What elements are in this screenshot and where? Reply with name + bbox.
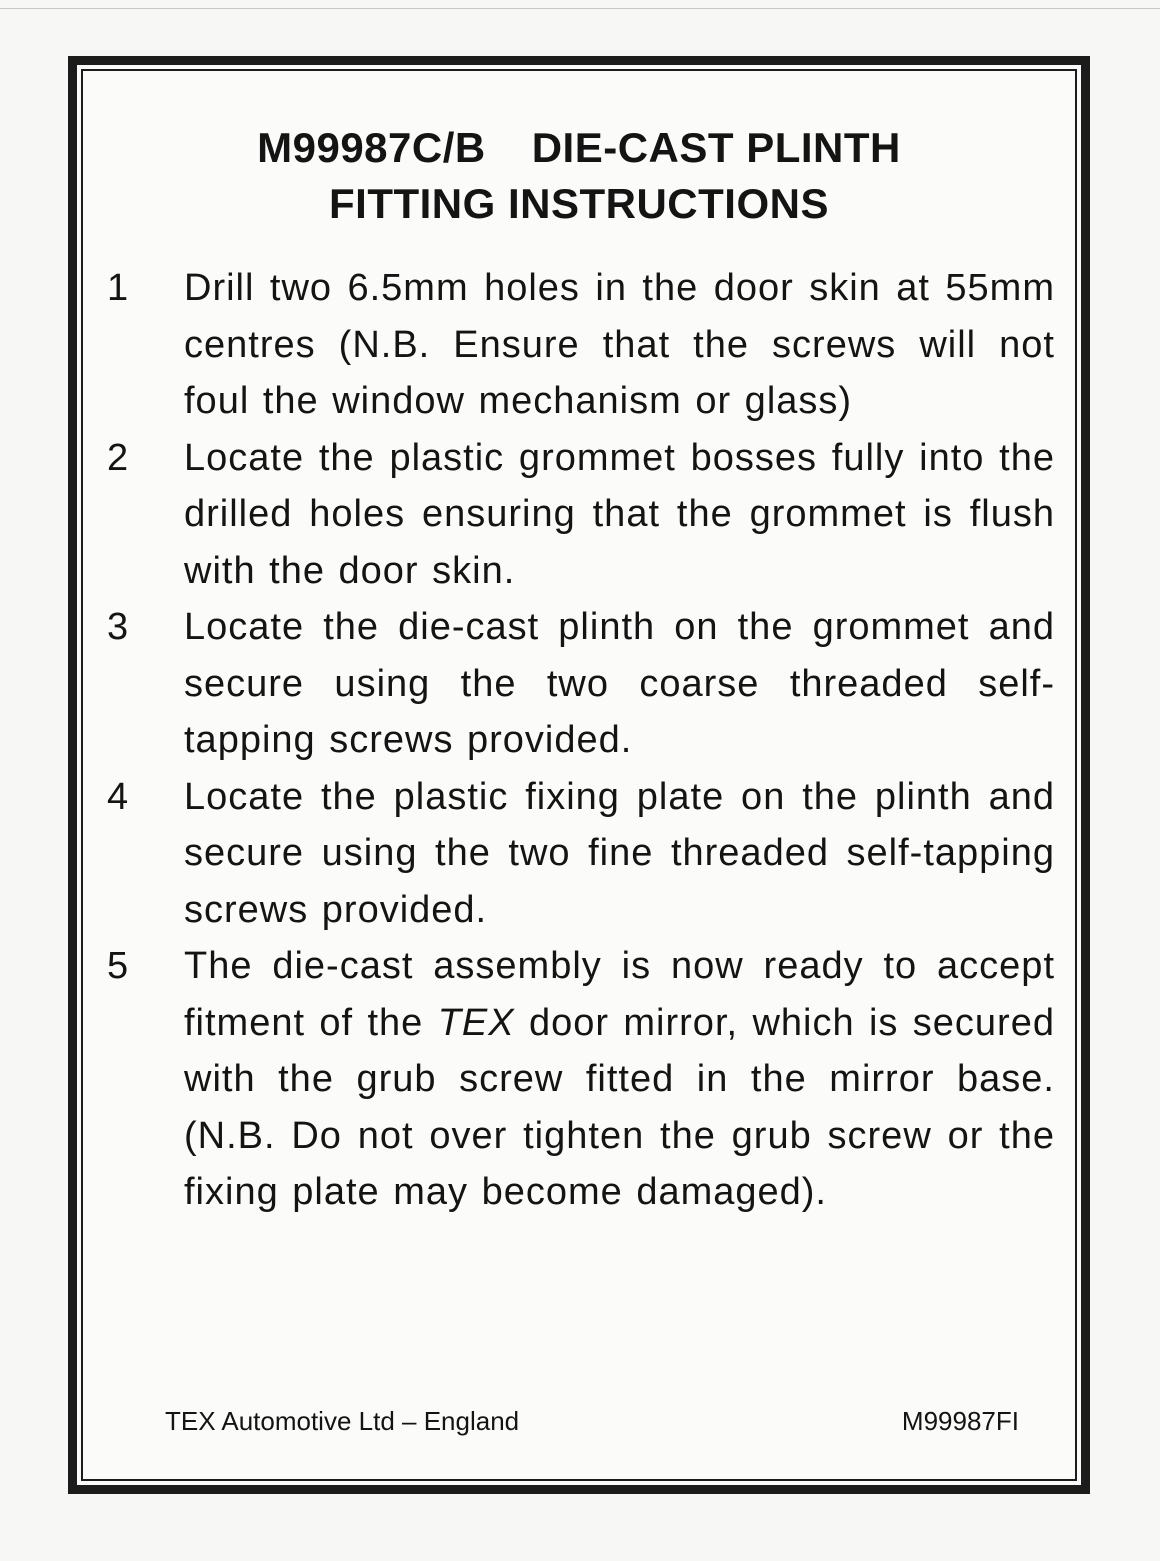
title-line-1 <box>77 120 1081 176</box>
brand-name: TEX <box>437 1001 515 1044</box>
footer <box>165 1405 1019 1437</box>
step-number: 1 <box>107 267 129 309</box>
product-name: DIE-CAST PLINTH <box>531 124 901 171</box>
step-text: Drill two 6.5mm holes in the door skin at 55mm centres (N.B. Ensure that the screws will not foul the window mechanism or glass) <box>184 267 1055 422</box>
step-2 <box>107 430 1055 600</box>
company-name: TEX Automotive Ltd – England <box>165 1406 520 1436</box>
title-subtitle: FITTING INSTRUCTIONS <box>329 180 829 227</box>
step-4 <box>107 769 1055 939</box>
card-content <box>77 65 1081 1485</box>
step-number: 2 <box>107 436 129 479</box>
product-code: M99987C/B <box>257 124 486 171</box>
step-text <box>184 938 1055 1221</box>
steps-list <box>107 260 1055 1221</box>
step-3 <box>107 599 1055 769</box>
step-number: 3 <box>107 606 129 648</box>
step-text-part: The die-cast assembly is now ready to accept fitment of the <box>184 945 1055 1044</box>
step-text: Locate the die-cast plinth on the grommet and secure using the two coarse threaded self-tapping screws provided. <box>184 606 1055 761</box>
step-text: Locate the plastic fixing plate on the plinth and secure using the two fine threaded self-tapping screws provided. <box>184 775 1055 931</box>
step-number: 5 <box>107 945 129 987</box>
step-text-part: door mirror, which is secured with the grub screw fitted in the mirror base. (N.B. Do not over tighten the grub screw or the fixing plate may become damaged). <box>184 1001 1055 1213</box>
step-number: 4 <box>107 775 129 818</box>
title-block <box>77 120 1081 232</box>
step-1 <box>107 260 1055 430</box>
part-number: M99987FI <box>901 1406 1019 1436</box>
step-5 <box>107 938 1055 1221</box>
page-edge-rule <box>0 8 1160 9</box>
instruction-card <box>68 56 1090 1494</box>
step-text: Locate the plastic grommet bosses fully into the drilled holes ensuring that the grommet is flush with the door skin. <box>184 436 1055 592</box>
